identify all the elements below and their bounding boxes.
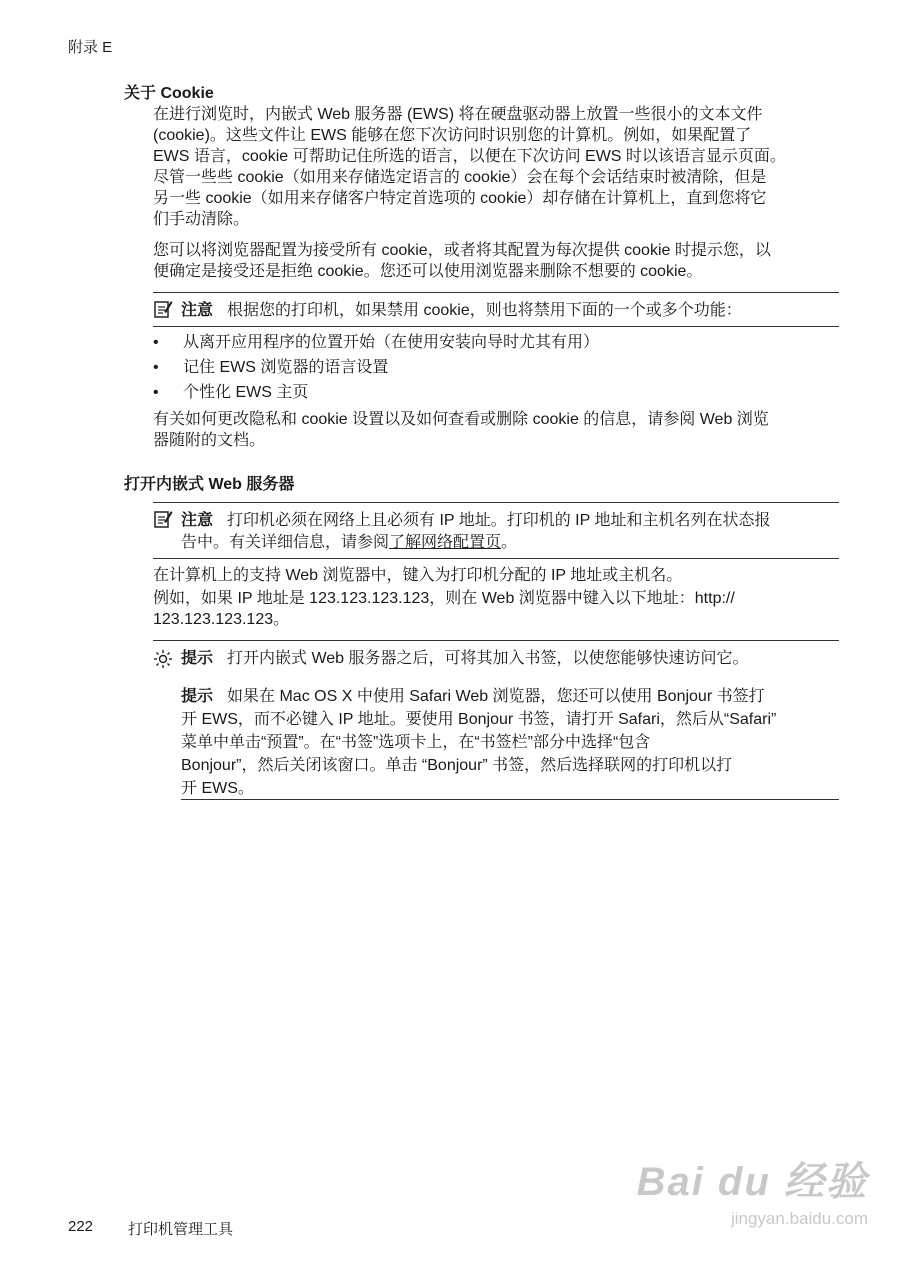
ews-tip-1 [181, 648, 841, 669]
cookie-section-title: 关于 Cookie [124, 85, 214, 102]
text-line: 您可以将浏览器配置为接受所有 cookie，或者将其配置为每次提供 cookie 时提示您，以 [153, 242, 771, 259]
page-number: 222 [68, 1218, 94, 1235]
text-line: 另一些 cookie（如用来存储客户特定首选项的 cookie）却存储在计算机上，直到您将它 [153, 190, 767, 207]
note-text: 根据您的打印机，如果禁用 cookie，则也将禁用下面的一个或多个功能： [227, 302, 742, 319]
tip-text: Bonjour”，然后关闭该窗口。单击 “Bonjour” 书签，然后选择联网的打印机以打 [181, 757, 733, 774]
text-line: 器随附的文档。 [153, 432, 266, 449]
text-line: 便确定是接受还是拒绝 cookie。您还可以使用浏览器来删除不想要的 cookie。 [153, 263, 703, 280]
ews-tip-2 [181, 685, 841, 800]
list-item-text: 个性化 EWS 主页 [183, 384, 309, 401]
baidu-jingyan-watermark [637, 1150, 868, 1229]
list-item-text: 记住 EWS 浏览器的语言设置 [183, 359, 389, 376]
note-label: 注意 [181, 302, 214, 319]
note-icon [153, 509, 173, 529]
text-line: 有关如何更改隐私和 cookie 设置以及如何查看或删除 cookie 的信息，请参阅 Web 浏览 [153, 411, 769, 428]
cookie-feature-list [153, 332, 839, 404]
tip-text: 开 EWS。 [181, 780, 254, 797]
note-bottom-rule [153, 558, 839, 559]
footer-title: 打印机管理工具 [128, 1221, 234, 1238]
ews-note [181, 510, 841, 554]
text-line: 们手动清除。 [153, 211, 250, 228]
tip-text: 菜单中单击“预置”。在“书签”选项卡上，在“书签栏”部分中选择“包含 [181, 734, 651, 751]
tip-label: 提示 [181, 688, 214, 705]
text-line: (cookie)。这些文件让 EWS 能够在您下次访问时识别您的计算机。例如，如果配置了 [153, 127, 752, 144]
tip-text: 开 EWS，而不必键入 IP 地址。要使用 Bonjour 书签，请打开 Safari，然后从“Safari” [181, 711, 777, 728]
tip-top-rule [153, 640, 839, 641]
note-icon [153, 299, 173, 319]
tip-text: 打开内嵌式 Web 服务器之后，可将其加入书签，以使您能够快速访问它。 [227, 650, 749, 667]
note-text: 。 [501, 534, 518, 551]
text-line: EWS 语言，cookie 可帮助记住所选的语言，以便在下次访问 EWS 时以该语言显示页面。 [153, 148, 786, 165]
cookie-paragraph-1 [153, 104, 839, 230]
cookie-paragraph-2 [153, 240, 839, 282]
running-header: 附录 E [68, 39, 113, 56]
ews-paragraph-1: 在计算机上的支持 Web 浏览器中，键入为打印机分配的 IP 地址或主机名。 [153, 567, 683, 584]
watermark-url: jingyan.baidu.com [730, 1209, 868, 1228]
list-item [153, 382, 839, 404]
note-top-rule [153, 502, 839, 503]
watermark-logo: Bai du 经验 [636, 1160, 868, 1204]
list-item [153, 357, 839, 379]
tip-text: 如果在 Mac OS X 中使用 Safari Web 浏览器，您还可以使用 Bonjour 书签打 [227, 688, 765, 705]
network-config-page-link[interactable]: 了解网络配置页 [389, 534, 502, 551]
note-bottom-rule [153, 326, 839, 327]
note-text: 打印机必须在网络上且必须有 IP 地址。打印机的 IP 地址和主机名列在状态报 [227, 512, 771, 529]
cookie-note [181, 300, 841, 321]
lightbulb-icon [152, 648, 174, 670]
note-top-rule [153, 292, 839, 293]
list-item-text: 从离开应用程序的位置开始（在使用安装向导时尤其有用） [183, 334, 600, 351]
note-text: 告中。有关详细信息，请参阅 [181, 534, 390, 551]
list-item [153, 332, 839, 354]
bullet-marker: • [153, 359, 159, 376]
text-line: 例如，如果 IP 地址是 123.123.123.123，则在 Web 浏览器中键入以下地址：http:// [153, 590, 735, 607]
tip-label: 提示 [181, 650, 214, 667]
ews-paragraph-2 [153, 588, 839, 630]
text-line: 123.123.123.123。 [153, 611, 290, 628]
note-label: 注意 [181, 512, 214, 529]
bullet-marker: • [153, 384, 159, 401]
tip-bottom-rule [181, 799, 839, 800]
ews-section-title: 打开内嵌式 Web 服务器 [124, 476, 295, 493]
bullet-marker: • [153, 334, 159, 351]
cookie-paragraph-3 [153, 409, 839, 451]
text-line: 尽管一些些 cookie（如用来存储选定语言的 cookie）会在每个会话结束时被清除，但是 [153, 169, 767, 186]
text-line: 在进行浏览时，内嵌式 Web 服务器 (EWS) 将在硬盘驱动器上放置一些很小的文本文件 [153, 106, 763, 123]
